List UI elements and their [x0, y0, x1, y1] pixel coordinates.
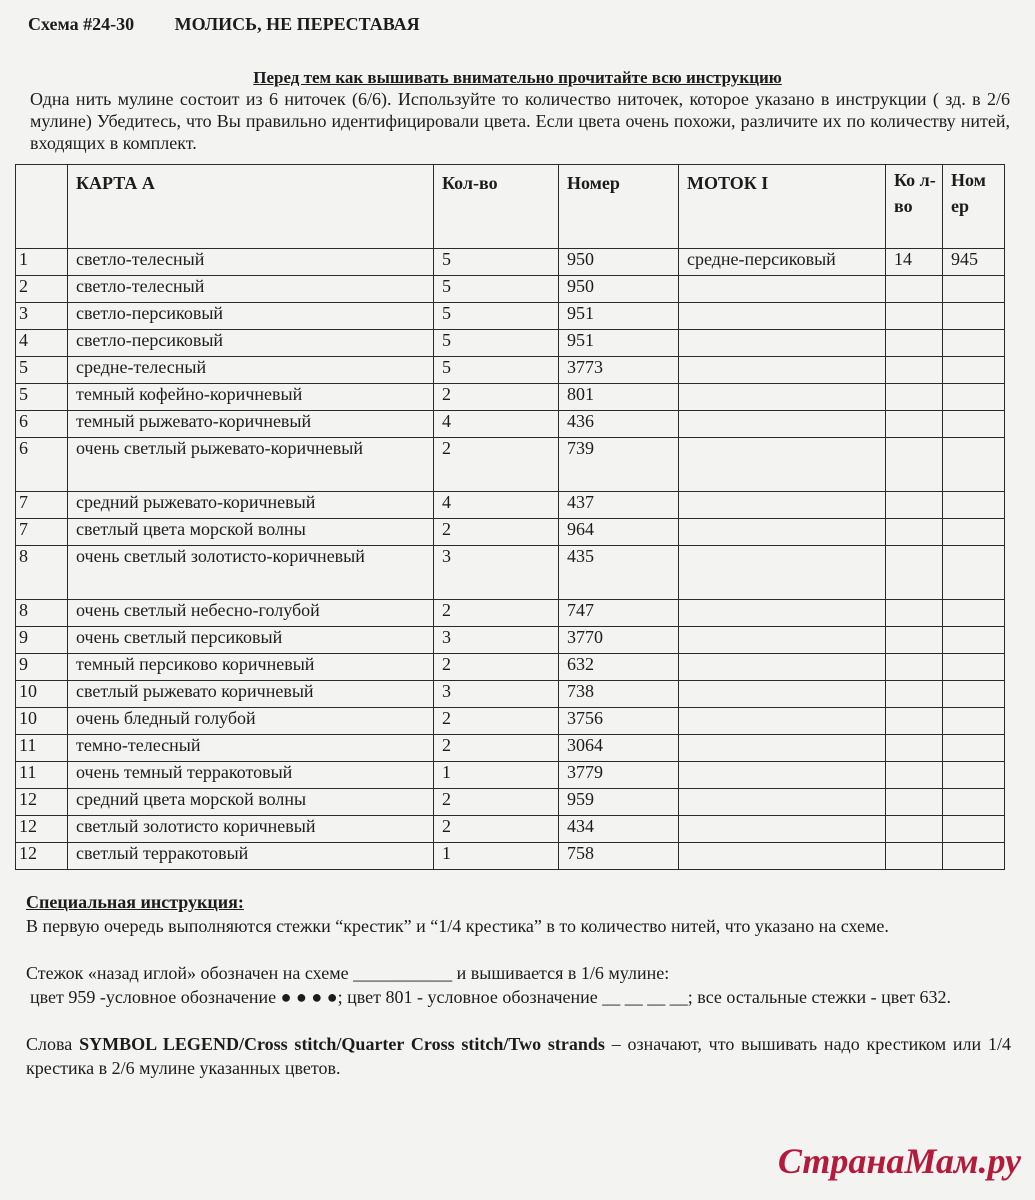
dmc-number: 3064 — [559, 735, 679, 762]
skein-color — [679, 546, 886, 600]
table-row — [16, 249, 1005, 276]
table-header-row — [16, 165, 1005, 249]
special-paragraph-3 — [26, 1032, 1011, 1080]
skein-number — [943, 600, 1005, 627]
skein-quantity — [886, 735, 943, 762]
quantity: 2 — [434, 708, 559, 735]
color-name: очень темный терракотовый — [68, 762, 434, 789]
row-index: 1 — [16, 249, 68, 276]
skein-color — [679, 789, 886, 816]
skein-color — [679, 411, 886, 438]
color-name: темный кофейно-коричневый — [68, 384, 434, 411]
skein-quantity — [886, 708, 943, 735]
quantity: 2 — [434, 789, 559, 816]
quantity: 3 — [434, 546, 559, 600]
dmc-number: 435 — [559, 546, 679, 600]
table-row — [16, 492, 1005, 519]
thread-table — [15, 164, 1005, 870]
skein-quantity — [886, 627, 943, 654]
quantity: 3 — [434, 681, 559, 708]
header-index — [16, 165, 68, 249]
color-name: средне-телесный — [68, 357, 434, 384]
row-index: 5 — [16, 384, 68, 411]
skein-color — [679, 357, 886, 384]
skein-color — [679, 735, 886, 762]
color-name: светло-персиковый — [68, 303, 434, 330]
skein-quantity — [886, 411, 943, 438]
dmc-number: 801 — [559, 384, 679, 411]
color-name: светло-телесный — [68, 249, 434, 276]
skein-quantity — [886, 546, 943, 600]
quantity: 2 — [434, 735, 559, 762]
skein-number — [943, 411, 1005, 438]
color-name: очень светлый небесно-голубой — [68, 600, 434, 627]
row-index: 12 — [16, 789, 68, 816]
skein-color: средне-персиковый — [679, 249, 886, 276]
skein-number — [943, 330, 1005, 357]
skein-color — [679, 330, 886, 357]
quantity: 2 — [434, 816, 559, 843]
color-name: средний цвета морской волны — [68, 789, 434, 816]
skein-quantity — [886, 681, 943, 708]
skein-quantity — [886, 492, 943, 519]
skein-color — [679, 600, 886, 627]
quantity: 2 — [434, 600, 559, 627]
row-index: 9 — [16, 654, 68, 681]
special-paragraph-1: В первую очередь выполняются стежки “крестик” и “1/4 крестика” в то количество нитей, что указано на схеме. — [26, 916, 889, 936]
color-name: светлый терракотовый — [68, 843, 434, 870]
color-name: очень бледный голубой — [68, 708, 434, 735]
dmc-number: 964 — [559, 519, 679, 546]
row-index: 11 — [16, 735, 68, 762]
row-index: 3 — [16, 303, 68, 330]
row-index: 12 — [16, 843, 68, 870]
color-name: светло-персиковый — [68, 330, 434, 357]
skein-number — [943, 438, 1005, 492]
dmc-number: 434 — [559, 816, 679, 843]
skein-color — [679, 843, 886, 870]
dmc-number: 3756 — [559, 708, 679, 735]
skein-number — [943, 789, 1005, 816]
row-index: 5 — [16, 357, 68, 384]
skein-color — [679, 276, 886, 303]
document-header — [28, 14, 420, 35]
dmc-number: 632 — [559, 654, 679, 681]
row-index: 10 — [16, 681, 68, 708]
skein-color — [679, 816, 886, 843]
table-row — [16, 735, 1005, 762]
header-quantity: Кол-во — [434, 165, 559, 249]
skein-quantity — [886, 276, 943, 303]
color-name: светло-телесный — [68, 276, 434, 303]
skein-number: 945 — [943, 249, 1005, 276]
table-row — [16, 330, 1005, 357]
skein-color — [679, 681, 886, 708]
row-index: 7 — [16, 492, 68, 519]
skein-color — [679, 627, 886, 654]
color-name: очень светлый рыжевато-коричневый — [68, 438, 434, 492]
row-index: 2 — [16, 276, 68, 303]
table-row — [16, 762, 1005, 789]
color-name: очень светлый золотисто-коричневый — [68, 546, 434, 600]
skein-quantity — [886, 357, 943, 384]
dmc-number: 3770 — [559, 627, 679, 654]
special-paragraph-2-line-1: Стежок «назад иглой» обозначен на схеме ___________ и вышивается в 1/6 мулине: — [26, 963, 670, 983]
table-row — [16, 303, 1005, 330]
p3-post: – означают, что вышивать надо крестиком или 1/4 крестика в 2/6 мулине указанных цветов. — [26, 1034, 1011, 1078]
dmc-number: 959 — [559, 789, 679, 816]
skein-number — [943, 681, 1005, 708]
skein-quantity — [886, 438, 943, 492]
row-index: 10 — [16, 708, 68, 735]
quantity: 5 — [434, 303, 559, 330]
skein-number — [943, 492, 1005, 519]
skein-number — [943, 762, 1005, 789]
skein-quantity: 14 — [886, 249, 943, 276]
skein-number — [943, 519, 1005, 546]
skein-quantity — [886, 762, 943, 789]
dmc-number: 951 — [559, 330, 679, 357]
skein-number — [943, 735, 1005, 762]
dmc-number: 747 — [559, 600, 679, 627]
table-row — [16, 654, 1005, 681]
table-row — [16, 627, 1005, 654]
row-index: 11 — [16, 762, 68, 789]
table-row — [16, 384, 1005, 411]
skein-color — [679, 303, 886, 330]
dmc-number: 437 — [559, 492, 679, 519]
table-row — [16, 843, 1005, 870]
quantity: 4 — [434, 411, 559, 438]
quantity: 1 — [434, 843, 559, 870]
row-index: 6 — [16, 411, 68, 438]
table-row — [16, 519, 1005, 546]
color-name: темно-телесный — [68, 735, 434, 762]
skein-color — [679, 654, 886, 681]
skein-color — [679, 384, 886, 411]
header-skein-number: Ном ер — [943, 165, 1005, 249]
dmc-number: 950 — [559, 249, 679, 276]
skein-quantity — [886, 384, 943, 411]
intro-paragraph: Одна нить мулине состоит из 6 ниточек (6/6). Используйте то количество ниточек, которое указано в инструкции ( зд. в 2/6 мулине) Убедитесь, что Вы правильно идентифицировали цвета. Если цвета очень похожи, различите их по количеству нитей, входящих в комплект. — [30, 89, 1010, 153]
row-index: 4 — [16, 330, 68, 357]
header-card-a: КАРТА А — [68, 165, 434, 249]
color-name: светлый рыжевато коричневый — [68, 681, 434, 708]
table-row — [16, 816, 1005, 843]
skein-quantity — [886, 789, 943, 816]
color-name: темный персиково коричневый — [68, 654, 434, 681]
special-paragraph-2-line-2: цвет 959 -условное обозначение ● ● ● ●; цвет 801 - условное обозначение __ __ __ __; все остальные стежки - цвет 632. — [30, 987, 952, 1007]
p3-bold: SYMBOL LEGEND/Cross stitch/Quarter Cross stitch/Two strands — [79, 1034, 605, 1054]
skein-number — [943, 303, 1005, 330]
dmc-number: 951 — [559, 303, 679, 330]
quantity: 3 — [434, 627, 559, 654]
quantity: 2 — [434, 654, 559, 681]
quantity: 2 — [434, 438, 559, 492]
skein-quantity — [886, 843, 943, 870]
table-row — [16, 411, 1005, 438]
special-instruction — [26, 890, 1011, 1080]
color-name: очень светлый персиковый — [68, 627, 434, 654]
skein-number — [943, 357, 1005, 384]
skein-color — [679, 492, 886, 519]
quantity: 4 — [434, 492, 559, 519]
dmc-number: 758 — [559, 843, 679, 870]
skein-quantity — [886, 519, 943, 546]
dmc-number: 436 — [559, 411, 679, 438]
dmc-number: 950 — [559, 276, 679, 303]
table-row — [16, 708, 1005, 735]
skein-number — [943, 276, 1005, 303]
skein-quantity — [886, 600, 943, 627]
color-name: светлый золотисто коричневый — [68, 816, 434, 843]
quantity: 5 — [434, 276, 559, 303]
dmc-number: 739 — [559, 438, 679, 492]
skein-color — [679, 762, 886, 789]
header-number: Номер — [559, 165, 679, 249]
skein-quantity — [886, 816, 943, 843]
table-row — [16, 546, 1005, 600]
dmc-number: 3773 — [559, 357, 679, 384]
row-index: 6 — [16, 438, 68, 492]
quantity: 2 — [434, 519, 559, 546]
skein-number — [943, 546, 1005, 600]
table-row — [16, 600, 1005, 627]
skein-number — [943, 708, 1005, 735]
skein-quantity — [886, 330, 943, 357]
row-index: 8 — [16, 600, 68, 627]
table-row — [16, 681, 1005, 708]
skein-number — [943, 816, 1005, 843]
skein-number — [943, 654, 1005, 681]
skein-quantity — [886, 303, 943, 330]
row-index: 12 — [16, 816, 68, 843]
quantity: 2 — [434, 384, 559, 411]
special-title: Специальная инструкция: — [26, 892, 244, 912]
dmc-number: 3779 — [559, 762, 679, 789]
color-name: светлый цвета морской волны — [68, 519, 434, 546]
quantity: 5 — [434, 330, 559, 357]
skein-number — [943, 627, 1005, 654]
skein-quantity — [886, 654, 943, 681]
header-skein: МОТОК I — [679, 165, 886, 249]
skein-number — [943, 384, 1005, 411]
quantity: 5 — [434, 357, 559, 384]
table-row — [16, 357, 1005, 384]
row-index: 9 — [16, 627, 68, 654]
dmc-number: 738 — [559, 681, 679, 708]
document-title: МОЛИСЬ, НЕ ПЕРЕСТАВАЯ — [174, 14, 420, 34]
table-row — [16, 276, 1005, 303]
table-row — [16, 789, 1005, 816]
row-index: 7 — [16, 519, 68, 546]
color-name: темный рыжевато-коричневый — [68, 411, 434, 438]
p3-pre: Слова — [26, 1034, 80, 1054]
watermark-logo: СтранаМам.ру — [777, 1141, 1021, 1181]
instruction-subheading: Перед тем как вышивать внимательно прочитайте всю инструкцию — [253, 68, 782, 87]
skein-number — [943, 843, 1005, 870]
skein-color — [679, 519, 886, 546]
scheme-number: Схема #24-30 — [28, 14, 135, 34]
quantity: 1 — [434, 762, 559, 789]
skein-color — [679, 708, 886, 735]
header-skein-quantity: Ко л- во — [886, 165, 943, 249]
color-name: средний рыжевато-коричневый — [68, 492, 434, 519]
row-index: 8 — [16, 546, 68, 600]
table-row — [16, 438, 1005, 492]
skein-color — [679, 438, 886, 492]
quantity: 5 — [434, 249, 559, 276]
